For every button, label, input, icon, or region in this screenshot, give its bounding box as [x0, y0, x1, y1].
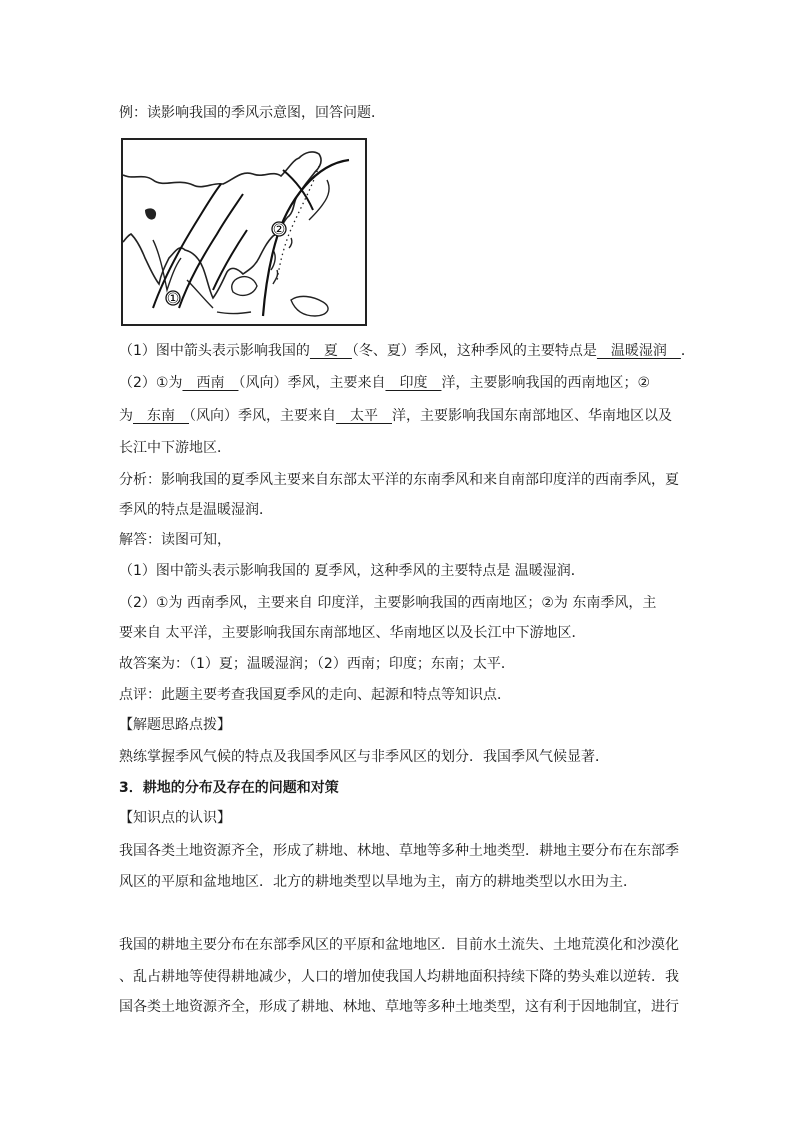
- monsoon-map-drawing: [123, 140, 365, 324]
- question-2-line-2: [119, 405, 679, 427]
- taiwan: [289, 238, 292, 248]
- question-2-line-1: [119, 372, 679, 394]
- tips-heading: 【解题思路点拨】: [119, 717, 231, 733]
- example-intro: 例：读影响我国的季风示意图，回答问题．: [119, 105, 385, 121]
- q2-prefix: （2）①为: [119, 375, 183, 391]
- paragraph-2-line-3: 国各类土地资源齐全，形成了耕地、林地、草地等多种土地类型，这有利于因地制宜，进行: [119, 999, 679, 1015]
- q2-answer-blank-3: 东南: [133, 408, 189, 424]
- new-guinea: [291, 296, 328, 316]
- q2-line-1-end: 洋，主要影响我国的西南地区；②: [441, 375, 651, 391]
- q2-answer-blank-2: 印度: [385, 375, 442, 391]
- monsoon-map: [121, 138, 367, 326]
- tips-text: 熟练掌握季风气候的特点及我国季风区与非季风区的划分．我国季风气候显著．: [119, 749, 609, 765]
- southwest-monsoon-arrow: [213, 230, 247, 290]
- comment: 点评：此题主要考查我国夏季风的走向、起源和特点等知识点．: [119, 687, 511, 703]
- q2-line-2-prefix: 为: [119, 408, 133, 424]
- kalimantan: [232, 277, 257, 296]
- sumatra: [187, 280, 213, 308]
- knowledge-line-1: 我国各类土地资源齐全，形成了耕地、林地、草地等多种土地类型．耕地主要分布在东部季: [119, 843, 679, 859]
- tibet-lake: [145, 208, 156, 219]
- q2-middle-2: （风向）季风，主要来自: [189, 408, 336, 424]
- knowledge-heading: 【知识点的认识】: [119, 810, 231, 826]
- q1-prefix: （1）图中箭头表示影响我国的: [119, 343, 310, 359]
- answer-final: 故答案为：（1）夏；温暖湿润；（2）西南；印度；东南；太平．: [119, 656, 515, 672]
- knowledge-line-2: 风区的平原和盆地地区．北方的耕地类型以旱地为主，南方的耕地类型以水田为主．: [119, 874, 637, 890]
- section-3-title: 3．耕地的分布及存在的问题和对策: [119, 780, 339, 796]
- answer-line-2: （1）图中箭头表示影响我国的 夏季风，这种季风的主要特点是 温暖湿润．: [119, 563, 585, 579]
- q2-middle-1: （风向）季风，主要来自: [238, 375, 386, 391]
- analysis-line-2: 季风的特点是温暖湿润．: [119, 502, 273, 518]
- southeast-monsoon-arrow: [263, 160, 349, 316]
- paragraph-2-line-1: 我国的耕地主要分布在东部季风区的平原和盆地地区．目前水土流失、土地荒漠化和沙漠化: [119, 937, 679, 953]
- q2-answer-blank-4: 太平: [336, 408, 392, 424]
- answer-line-4: 要来自 太平洋，主要影响我国东南部地区、华南地区以及长江中下游地区．: [119, 625, 586, 641]
- east-asia-arrow: [283, 170, 313, 210]
- q1-answer-blank-1: 夏: [309, 343, 352, 359]
- marker-2: ②: [272, 222, 286, 238]
- question-2-line-3: 长江中下游地区．: [119, 440, 231, 456]
- question-1: [119, 340, 695, 362]
- japan-islands: [309, 180, 329, 220]
- q1-end: ．: [680, 343, 695, 359]
- java: [217, 312, 251, 314]
- q1-middle: （冬、夏）季风，这种季风的主要特点是: [351, 343, 597, 359]
- answer-line-1: 解答：读图可知，: [119, 532, 231, 548]
- marker-1: ①: [166, 291, 180, 307]
- q2-line-2-end: 洋，主要影响我国东南部地区、华南地区以及: [392, 408, 672, 424]
- paragraph-2-line-2: 、乱占耕地等使得耕地减少，人口的增加使我国人均耕地面积持续下降的势头难以逆转．我: [119, 969, 679, 985]
- answer-line-3: （2）①为 西南季风，主要来自 印度洋，主要影响我国的西南地区；②为 东南季风，主: [119, 595, 657, 611]
- q1-answer-blank-2: 温暖湿润: [596, 343, 681, 359]
- analysis-line-1: 分析：影响我国的夏季风主要来自东部太平洋的东南季风和来自南部印度洋的西南季风，夏: [119, 472, 679, 488]
- q2-answer-blank-1: 西南: [182, 375, 239, 391]
